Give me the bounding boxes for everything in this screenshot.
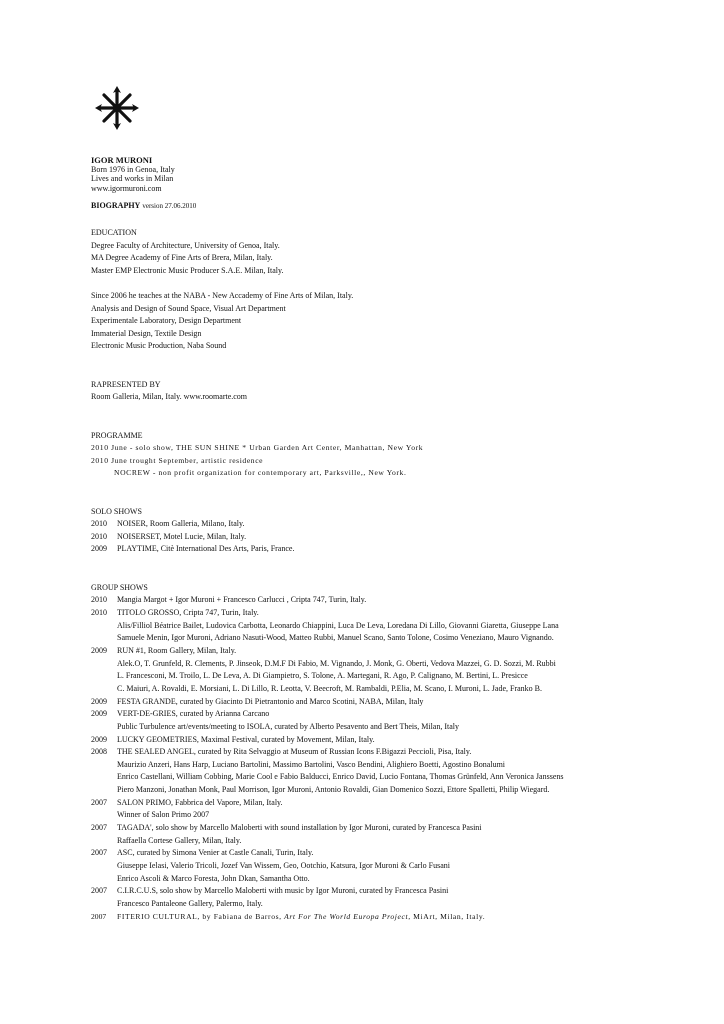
show-text: NOISERSET, Motel Lucie, Milan, Italy. bbox=[117, 531, 247, 541]
year: 2009 bbox=[91, 696, 107, 706]
biography-label: BIOGRAPHY bbox=[91, 201, 141, 211]
group-show-detail: Samuele Menin, Igor Muroni, Adriano Nasuti-Wood, Matteo Rubbi, Manuel Scano, Santo Tolone, Cosimo Veneziano, Mauro Vignando. bbox=[117, 633, 554, 643]
group-show-item bbox=[91, 594, 691, 607]
education-item: MA Degree Academy of Fine Arts of Brera, Milan, Italy. bbox=[91, 253, 273, 263]
year: 2007 bbox=[91, 848, 107, 858]
show-text: FESTA GRANDE, curated by Giacinto Di Pietrantonio and Marco Scotini, NABA, Milan, Italy bbox=[117, 696, 424, 706]
show-text: C.I.R.C.U.S, solo show by Marcello Maloberti with music by Igor Muroni, curated by Francesca Pasini bbox=[117, 886, 449, 896]
group-show-detail: Alek.O, T. Grunfeld, R. Clements, P. Jinseok, D.M.F Di Fabio, M. Vignando, J. Monk, G. Oberti, Vedova Mazzei, G. D. Sozzi, M. Rubbi bbox=[117, 658, 556, 668]
group-show-detail: Giuseppe Ielasi, Valerio Tricoli, Jozef Van Wissem, Geo, Ootchio, Katsura, Igor Muroni & Carlo Fusani bbox=[117, 861, 450, 871]
group-show-item bbox=[91, 734, 691, 747]
header-block bbox=[91, 155, 691, 212]
solo-show-item bbox=[91, 543, 691, 556]
group-show-item bbox=[91, 696, 691, 709]
represented-line: Room Galleria, Milan, Italy. www.roomarte.com bbox=[91, 392, 248, 402]
show-text: TITOLO GROSSO, Cripta 747, Turin, Italy. bbox=[117, 607, 259, 617]
show-text: THE SEALED ANGEL, curated by Rita Selvaggio at Museum of Russian Icons F.Bigazzi Peccioli, Pisa, Italy. bbox=[117, 747, 472, 757]
show-text: TAGADA', solo show by Marcello Maloberti with sound installation by Igor Muroni, curated by Francesca Pasini bbox=[117, 823, 482, 833]
group-show-item bbox=[91, 797, 691, 810]
show-text: SALON PRIMO, Fabbrica del Vapore, Milan, Italy. bbox=[117, 797, 283, 807]
show-text: LUCKY GEOMETRIES, Maximal Festival, curated by Movement, Milan, Italy. bbox=[117, 734, 375, 744]
year: 2010 bbox=[91, 531, 107, 541]
teaching-section bbox=[91, 290, 691, 353]
year: 2008 bbox=[91, 747, 107, 757]
group-show-item bbox=[91, 847, 691, 860]
programme-item: 2010 June trought September, artistic residence bbox=[91, 455, 264, 465]
teaching-item: Since 2006 he teaches at the NABA - New Accademy of Fine Arts of Milan, Italy. bbox=[91, 291, 354, 301]
year: 2009 bbox=[91, 544, 107, 554]
group-shows-heading: GROUP SHOWS bbox=[91, 582, 148, 592]
group-show-detail: Public Turbulence art/events/meeting to ISOLA, curated by Alberto Pesavento and Bert Theis, Milan, Italy bbox=[117, 721, 460, 731]
solo-show-item bbox=[91, 518, 691, 531]
group-show-item bbox=[91, 746, 691, 759]
group-show-item bbox=[91, 607, 691, 620]
year: 2009 bbox=[91, 734, 107, 744]
born-line: Born 1976 in Genoa, Italy bbox=[91, 164, 175, 174]
show-text: VERT-DE-GRIES, curated by Arianna Carcano bbox=[117, 709, 270, 719]
group-show-item bbox=[91, 885, 691, 898]
year: 2009 bbox=[91, 645, 107, 655]
year: 2007 bbox=[91, 886, 107, 896]
show-text: PLAYTIME, Citè International Des Arts, Paris, France. bbox=[117, 544, 295, 554]
solo-show-item bbox=[91, 531, 691, 544]
show-text: Mangia Margot + Igor Muroni + Francesco Carlucci , Cripta 747, Turin, Italy. bbox=[117, 595, 367, 605]
represented-heading: RAPRESENTED BY bbox=[91, 379, 161, 389]
group-show-detail: Alis/Filliol Béatrice Bailet, Ludovica Carbotta, Leonardo Chiappini, Luca De Leva, Loredana Di Lillo, Giovanni Giaretta, Giuseppe Lana bbox=[117, 620, 559, 630]
show-text: ASC, curated by Simona Venier at Castle Canali, Turin, Italy. bbox=[117, 848, 314, 858]
education-item: Degree Faculty of Architecture, University of Genoa, Italy. bbox=[91, 240, 280, 250]
education-heading: EDUCATION bbox=[91, 228, 137, 238]
education-section bbox=[91, 227, 691, 277]
year: 2010 bbox=[91, 519, 107, 529]
programme-section bbox=[91, 430, 691, 480]
cv-document bbox=[91, 84, 691, 923]
group-show-detail: Winner of Salon Primo 2007 bbox=[117, 810, 210, 820]
group-shows-section bbox=[91, 582, 691, 924]
group-show-detail: Maurizio Anzeri, Hans Harp, Luciano Bartolini, Massimo Bartolini, Vasco Bendini, Alighiero Boetti, Agostino Bonalumi bbox=[117, 759, 506, 769]
year: 2010 bbox=[91, 607, 107, 617]
biography-version: version 27.06.2010 bbox=[142, 202, 197, 211]
programme-heading: PROGRAMME bbox=[91, 430, 143, 440]
year: 2010 bbox=[91, 595, 107, 605]
year: 2009 bbox=[91, 709, 107, 719]
group-show-detail: Enrico Ascoli & Marco Foresta, John Dkan, Samantha Otto. bbox=[117, 873, 310, 883]
artist-name: IGOR MURONI bbox=[91, 154, 153, 165]
year: 2007 bbox=[91, 797, 107, 807]
education-item: Master EMP Electronic Music Producer S.A.E. Milan, Italy. bbox=[91, 265, 284, 275]
group-show-item bbox=[91, 645, 691, 658]
project-title: Art For The World Europa Project bbox=[284, 911, 409, 921]
group-show-item bbox=[91, 822, 691, 835]
teaching-item: Electronic Music Production, Naba Sound bbox=[91, 341, 227, 351]
biography-heading bbox=[91, 201, 691, 211]
group-show-detail: Enrico Castellani, William Cobbing, Marie Cool e Fabio Balducci, Enrico David, Lucio Fontana, Thomas Grünfeld, Ann Veronica Janssens bbox=[117, 772, 564, 782]
show-text: RUN #1, Room Gallery, Milan, Italy. bbox=[117, 645, 237, 655]
group-show-detail: L. Francesconi, M. Troilo, L. De Leva, A. Di Giampietro, S. Tolone, A. Martegani, R. Ago, P. Calignano, M. Bertini, L. Presicce bbox=[117, 671, 528, 681]
programme-item: NOCREW - non profit organization for contemporary art, Parksville,, New York. bbox=[114, 468, 407, 478]
teaching-item: Analysis and Design of Sound Space, Visual Art Department bbox=[91, 303, 286, 313]
programme-item: 2010 June - solo show, THE SUN SHINE * Urban Garden Art Center, Manhattan, New York bbox=[91, 443, 424, 453]
teaching-item: Immaterial Design, Textile Design bbox=[91, 328, 202, 338]
lives-line: Lives and works in Milan bbox=[91, 174, 174, 184]
group-show-item bbox=[91, 708, 691, 721]
website-link[interactable]: www.igormuroni.com bbox=[91, 183, 162, 193]
solo-shows-heading: SOLO SHOWS bbox=[91, 506, 142, 516]
group-show-detail: Francesco Pantaleone Gallery, Palermo, Italy. bbox=[117, 899, 263, 909]
teaching-item: Experimentale Laboratory, Design Department bbox=[91, 316, 242, 326]
group-show-item bbox=[91, 911, 691, 924]
group-show-detail: Piero Manzoni, Jonathan Monk, Paul Morrison, Igor Muroni, Antonio Rovaldi, Gian Domenico Sozzi, Ettore Spalletti, Philip Wiegard. bbox=[117, 785, 550, 795]
group-show-detail: C. Maiuri, A. Rovaldi, E. Morsiani, L. Di Lillo, R. Leotta, V. Beecroft, M. Rambaldi, P.Elia, M. Scano, I. Muroni, L. Jade, Franko B. bbox=[117, 683, 542, 693]
year: 2007 bbox=[91, 823, 107, 833]
year: 2007 bbox=[91, 911, 107, 921]
group-show-detail: Raffaella Cortese Gallery, Milan, Italy. bbox=[117, 835, 242, 845]
solo-shows-section bbox=[91, 506, 691, 556]
show-text: NOISER, Room Galleria, Milano, Italy. bbox=[117, 519, 245, 529]
snowflake-logo-icon bbox=[93, 84, 141, 132]
show-text: FITERIO CULTURAL, by Fabiana de Barros, bbox=[117, 911, 285, 921]
show-text-end: , MiArt, Milan, Italy. bbox=[408, 911, 486, 921]
represented-section bbox=[91, 379, 691, 404]
